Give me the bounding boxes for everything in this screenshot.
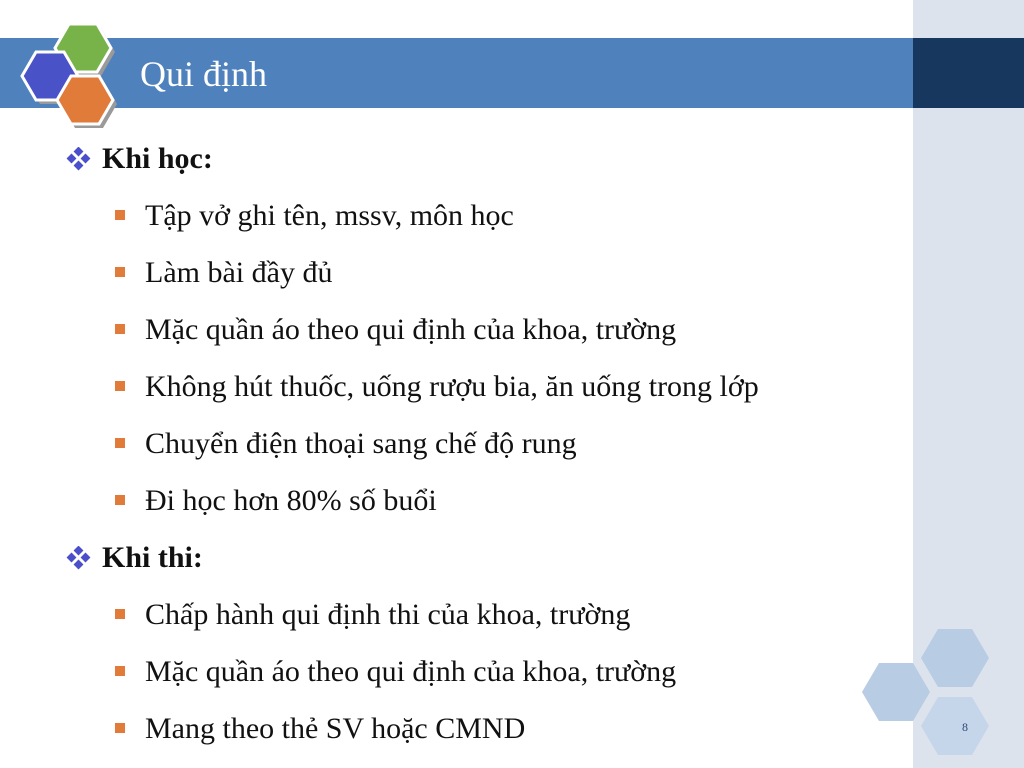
list-item-text: Đi học hơn 80% số buổi (145, 484, 437, 517)
list-item-text: Mặc quần áo theo qui định của khoa, trường (145, 313, 677, 346)
square-bullet-icon (115, 324, 125, 334)
list-item-text: Không hút thuốc, uống rượu bia, ăn uống trong lớp (145, 370, 759, 403)
list-item (64, 244, 964, 301)
slide-number: 8 (962, 720, 968, 734)
square-bullet-icon (115, 609, 125, 619)
hexagon-decoration-icon (856, 626, 996, 768)
diamond-bullet-icon (64, 147, 96, 171)
list-item-text: Mặc quần áo theo qui định của khoa, trường (145, 655, 677, 688)
list-item (64, 643, 964, 700)
list-item (64, 358, 964, 415)
list-item-text: Mang theo thẻ SV hoặc CMND (145, 712, 526, 745)
list-item (64, 187, 964, 244)
square-bullet-icon (115, 267, 125, 277)
section-heading-row (64, 529, 964, 586)
square-bullet-icon (115, 666, 125, 676)
section-heading-row (64, 130, 964, 187)
diamond-bullet-icon (64, 546, 96, 570)
square-bullet-icon (115, 438, 125, 448)
square-bullet-icon (115, 210, 125, 220)
slide-title: Qui định (140, 54, 268, 94)
section-heading: Khi học: (102, 142, 213, 175)
list-item (64, 586, 964, 643)
section-heading: Khi thi: (102, 541, 203, 574)
list-item (64, 700, 964, 757)
list-item (64, 415, 964, 472)
list-item-text: Chấp hành qui định thi của khoa, trường (145, 598, 631, 631)
square-bullet-icon (115, 381, 125, 391)
square-bullet-icon (115, 495, 125, 505)
title-bar-dark-block (913, 38, 1024, 108)
list-item (64, 472, 964, 529)
list-item-text: Chuyển điện thoại sang chế độ rung (145, 427, 577, 460)
list-item-text: Tập vở ghi tên, mssv, môn học (145, 199, 514, 232)
slide-content (64, 130, 964, 757)
list-item-text: Làm bài đầy đủ (145, 256, 333, 289)
hexagon-logo-icon (0, 18, 140, 130)
square-bullet-icon (115, 723, 125, 733)
list-item (64, 301, 964, 358)
